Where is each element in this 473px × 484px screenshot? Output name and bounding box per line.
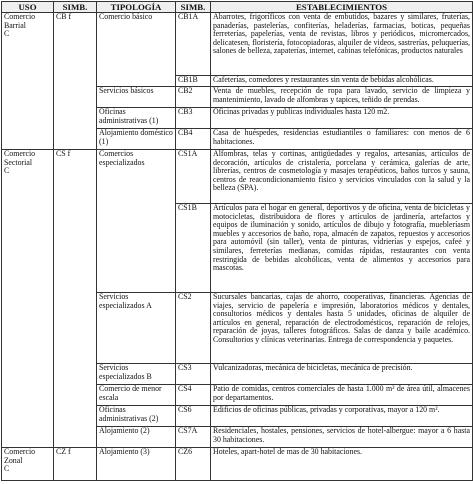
- header-uso: USO: [2, 2, 54, 13]
- tipologia-cell: Servicios especializados A: [97, 293, 176, 364]
- simb-code-cell: CZ6: [176, 448, 211, 481]
- establecimientos-cell: Oficinas privadas y publicas individuales hasta 120 m2.: [211, 108, 473, 129]
- establecimientos-cell: Abarrotes, frigoríficos con venta de embutidos, bazares y similares, fruterías, panaderías, pastelerías, confiterías, heladerías, farmacias, boticas, pequeñas ferreterías, papelerías, venta de revistas, libros y periódicos, micromercados, delicatesen, floristería, fotocopiadoras, alquiler de videos, sastrerías, peluquerías, salones de belleza, zapaterías, internet, cabinas telefónicas, productos naturales: [211, 13, 473, 76]
- simb-code-cell: CS4: [176, 385, 211, 406]
- table-header-row: [2, 2, 473, 13]
- uso-line: Zonal: [4, 455, 23, 465]
- table-row: [2, 448, 473, 481]
- uso-line: Sectorial: [4, 157, 33, 167]
- establecimientos-cell: Vulcanizadoras, mecánica de bicicletas, mecánica de precisión.: [211, 364, 473, 385]
- uso-line: Comercio: [4, 447, 36, 456]
- simb-code-cell: CB1A: [176, 13, 211, 76]
- header-tipologia: TIPOLOGÍA: [97, 2, 176, 13]
- header-simb-2: SIMB.: [176, 2, 211, 13]
- simb-cell-barrial: CB f: [54, 13, 97, 150]
- land-use-table-document: [1, 1, 472, 481]
- simb-code-cell: CB3: [176, 108, 211, 129]
- establecimientos-cell: Alfombras, telas y cortinas, antigüedades y regalos, artesanías, artículos de decoración, artículos de cristalería, porcelana y cerámica, galerías de arte, librerías, centros de cosmetología y masajes terapéuticos, baños turcos y sauna, centros de reacondicionamiento físico y servicios vinculados con la salud y la belleza (SPA).: [211, 150, 473, 204]
- tipologia-cell: Servicios básicos: [97, 87, 176, 108]
- table-row: [2, 13, 473, 76]
- header-establecimientos: ESTABLECIMIENTOS: [211, 2, 473, 13]
- uso-line: Barrial: [4, 20, 26, 30]
- establecimientos-cell: Cafeterías, comedores y restaurantes sin venta de bebidas alcohólicas.: [211, 76, 473, 87]
- tipologia-cell: Servicios especializados B: [97, 364, 176, 385]
- tipologia-cell: Comercio de menor escala: [97, 385, 176, 406]
- tipologia-cell: Alojamiento doméstico (1): [97, 129, 176, 150]
- uso-line: Comercio: [4, 12, 36, 21]
- establecimientos-cell: Venta de muebles, recepción de ropa para lavado, servicio de limpieza y mantenimiento, lavado de alfombras y tapices, teñido de prendas.: [211, 87, 473, 108]
- uso-line: C: [4, 464, 10, 474]
- tipologia-cell: Comercio básico: [97, 13, 176, 87]
- uso-cell-sectorial: [2, 150, 54, 448]
- tipologia-cell: Comercios especializados: [97, 150, 176, 293]
- establecimientos-cell: Edificios de oficinas públicas, privadas y corporativas, mayor a 120 m².: [211, 406, 473, 427]
- establecimientos-cell: Artículos para el hogar en general, deportivos y de oficina, venta de bicicletas y motocicletas, distribuidora de flores y artículos de jardinería, artefactos y equipos de iluminación y sonido, artículos de dibujo y fotografía, muebleríasm muebles y accesorios de baño, ropa, almacén de zapatos, repuestos y accesorios para automóvil (sin taller), venta de pinturas, vidrierías y espejos, cafeé y similares, ferreterías medianas, comidas rápidas, restaurantes con venta restringida de bebidas alcohólicas, venta de alimentos y accesorios para mascotas.: [211, 204, 473, 293]
- establecimientos-cell: Residenciales, hostales, pensiones, servicios de hotel-albergue: mayor a 6 hasta 30 habitaciones.: [211, 427, 473, 448]
- tipologia-cell: Alojamiento (2): [97, 427, 176, 448]
- simb-code-cell: CS2: [176, 293, 211, 364]
- simb-cell-sectorial: CS f: [54, 150, 97, 448]
- tipologia-cell: Alojamiento (3): [97, 448, 176, 481]
- simb-code-cell: CB4: [176, 129, 211, 150]
- simb-code-cell: CS1B: [176, 204, 211, 293]
- table-row: [2, 150, 473, 204]
- establecimientos-cell: Sucursales bancarias, cajas de ahorro, cooperativas, financieras. Agencias de viajes, servicio de papelería e impresión, laboratorios médicos y dentales, consultorios médicos y dentales hasta 5 unidades, oficinas de alquiler de artículos en general, reparación de electrodomésticos, reparación de relojes, reparación de joyas, talleres fotográficos. Salas de danza y baile académico. Consultorios y clínicas veterinarias. Entrega de correspondencia y paquetes.: [211, 293, 473, 364]
- establecimientos-cell: Patio de comidas, centros comerciales de hasta 1.000 m² de área útil, almacenes por departamentos.: [211, 385, 473, 406]
- uso-line: Comercio: [4, 149, 36, 158]
- simb-cell-zonal: CZ f: [54, 448, 97, 481]
- tipologia-cell: Oficinas administrativas (2): [97, 406, 176, 427]
- establecimientos-cell: Hoteles, apart-hotel de mas de 30 habitaciones.: [211, 448, 473, 481]
- simb-code-cell: CS6: [176, 406, 211, 427]
- simb-code-cell: CB1B: [176, 76, 211, 87]
- uso-line: C: [4, 166, 10, 176]
- establecimientos-cell: Casa de huéspedes, residencias estudiantiles o familiares: con menos de 6 habitaciones.: [211, 129, 473, 150]
- simb-code-cell: CB2: [176, 87, 211, 108]
- simb-code-cell: CS7A: [176, 427, 211, 448]
- commercial-uses-table: [1, 1, 473, 481]
- uso-cell-zonal: [2, 448, 54, 481]
- header-simb: SIMB.: [54, 2, 97, 13]
- tipologia-cell: Oficinas administrativas (1): [97, 108, 176, 129]
- uso-cell-barrial: [2, 13, 54, 150]
- simb-code-cell: CS1A: [176, 150, 211, 204]
- simb-code-cell: CS3: [176, 364, 211, 385]
- uso-line: C: [4, 29, 10, 39]
